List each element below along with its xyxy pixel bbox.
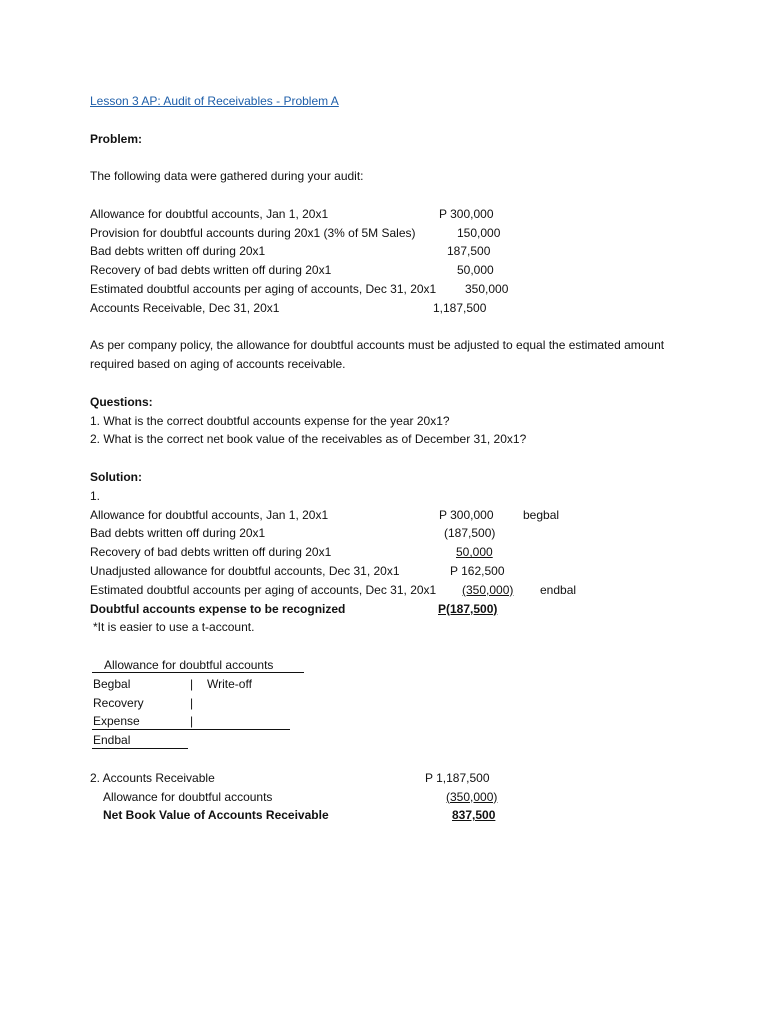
- t-account-mid-line: [92, 729, 290, 730]
- solution-value: P 300,000: [439, 507, 494, 522]
- solution-row: [90, 581, 710, 600]
- data-label: Recovery of bad debts written off during 20x1: [90, 263, 332, 278]
- solution-row: [90, 562, 710, 581]
- question-item: 1. What is the correct doubtful accounts expense for the year 20x1?: [90, 413, 450, 428]
- solution-value: (350,000): [462, 582, 514, 597]
- answer2-row: [90, 769, 710, 788]
- data-row: [90, 205, 710, 224]
- questions-heading: Questions:: [90, 394, 153, 409]
- solution-row: [90, 506, 710, 525]
- answer2-value: 837,500: [452, 808, 496, 823]
- data-value: 1,187,500: [433, 300, 487, 315]
- data-label: Estimated doubtful accounts per aging of accounts, Dec 31, 20x1: [90, 281, 437, 296]
- solution-label: Doubtful accounts expense to be recognized: [90, 601, 346, 616]
- solution-note: endbal: [540, 582, 577, 597]
- t-account-divider: |: [190, 714, 194, 729]
- answer2-label: 2. Accounts Receivable: [90, 770, 215, 785]
- question-item: 2. What is the correct net book value of the receivables as of December 31, 20x1?: [90, 432, 527, 447]
- solution-label: Recovery of bad debts written off during 20x1: [90, 545, 332, 560]
- solution-label: Bad debts written off during 20x1: [90, 526, 266, 541]
- solution-value: P(187,500): [438, 601, 498, 616]
- solution-row: [90, 543, 710, 562]
- t-account-divider: |: [190, 676, 194, 691]
- data-value: 150,000: [457, 225, 501, 240]
- title-link[interactable]: Lesson 3 AP: Audit of Receivables - Problem A: [90, 94, 339, 108]
- solution-number: 1.: [90, 488, 101, 503]
- data-value: 350,000: [465, 281, 509, 296]
- t-account-left-item: Recovery: [93, 695, 144, 710]
- data-label: Allowance for doubtful accounts, Jan 1, 20x1: [90, 206, 329, 221]
- problem-heading: Problem:: [90, 131, 143, 146]
- solution-heading: Solution:: [90, 469, 142, 484]
- data-row: [90, 299, 710, 318]
- data-label: Bad debts written off during 20x1: [90, 244, 266, 259]
- t-account-left-item: Begbal: [93, 676, 131, 691]
- t-account-left-item: Expense: [93, 714, 140, 729]
- data-row: [90, 224, 710, 243]
- solution-note: begbal: [523, 507, 560, 522]
- data-label: Accounts Receivable, Dec 31, 20x1: [90, 300, 280, 315]
- answer2-value: P 1,187,500: [425, 770, 490, 785]
- t-account-divider: |: [190, 695, 194, 710]
- data-label: Provision for doubtful accounts during 20x1 (3% of 5M Sales): [90, 225, 416, 240]
- t-account: [90, 656, 710, 750]
- tip-text: *It is easier to use a t-account.: [93, 620, 255, 635]
- solution-label: Unadjusted allowance for doubtful accounts, Dec 31, 20x1: [90, 563, 400, 578]
- data-row: [90, 280, 710, 299]
- data-value: 187,500: [447, 244, 491, 259]
- answer2-row: [90, 806, 710, 825]
- data-row: [90, 261, 710, 280]
- solution-label: Estimated doubtful accounts per aging of accounts, Dec 31, 20x1: [90, 582, 437, 597]
- policy-paragraph: As per company policy, the allowance for doubtful accounts must be adjusted to equal the estimated amount required based on aging of accounts receivable.: [90, 338, 665, 372]
- t-account-top-line: [92, 672, 304, 673]
- data-row: [90, 242, 710, 261]
- data-value: P 300,000: [439, 206, 494, 221]
- intro-text: The following data were gathered during your audit:: [90, 169, 364, 184]
- answer2-label: Net Book Value of Accounts Receivable: [103, 808, 329, 823]
- document-title: [90, 92, 710, 111]
- answer2-row: [90, 788, 710, 807]
- solution-value: (187,500): [444, 526, 496, 541]
- t-account-title: Allowance for doubtful accounts: [104, 657, 274, 672]
- solution-value: P 162,500: [450, 563, 505, 578]
- data-value: 50,000: [457, 263, 494, 278]
- document-page: [90, 92, 710, 825]
- solution-label: Allowance for doubtful accounts, Jan 1, 20x1: [90, 507, 329, 522]
- t-account-bottom-line: [92, 748, 188, 749]
- answer2-label: Allowance for doubtful accounts: [103, 789, 273, 804]
- t-account-left-item: Endbal: [93, 733, 131, 748]
- answer2-value: (350,000): [446, 789, 498, 804]
- t-account-right-item: Write-off: [207, 676, 252, 691]
- solution-row: [90, 600, 710, 619]
- solution-row: [90, 524, 710, 543]
- solution-value: 50,000: [456, 545, 493, 560]
